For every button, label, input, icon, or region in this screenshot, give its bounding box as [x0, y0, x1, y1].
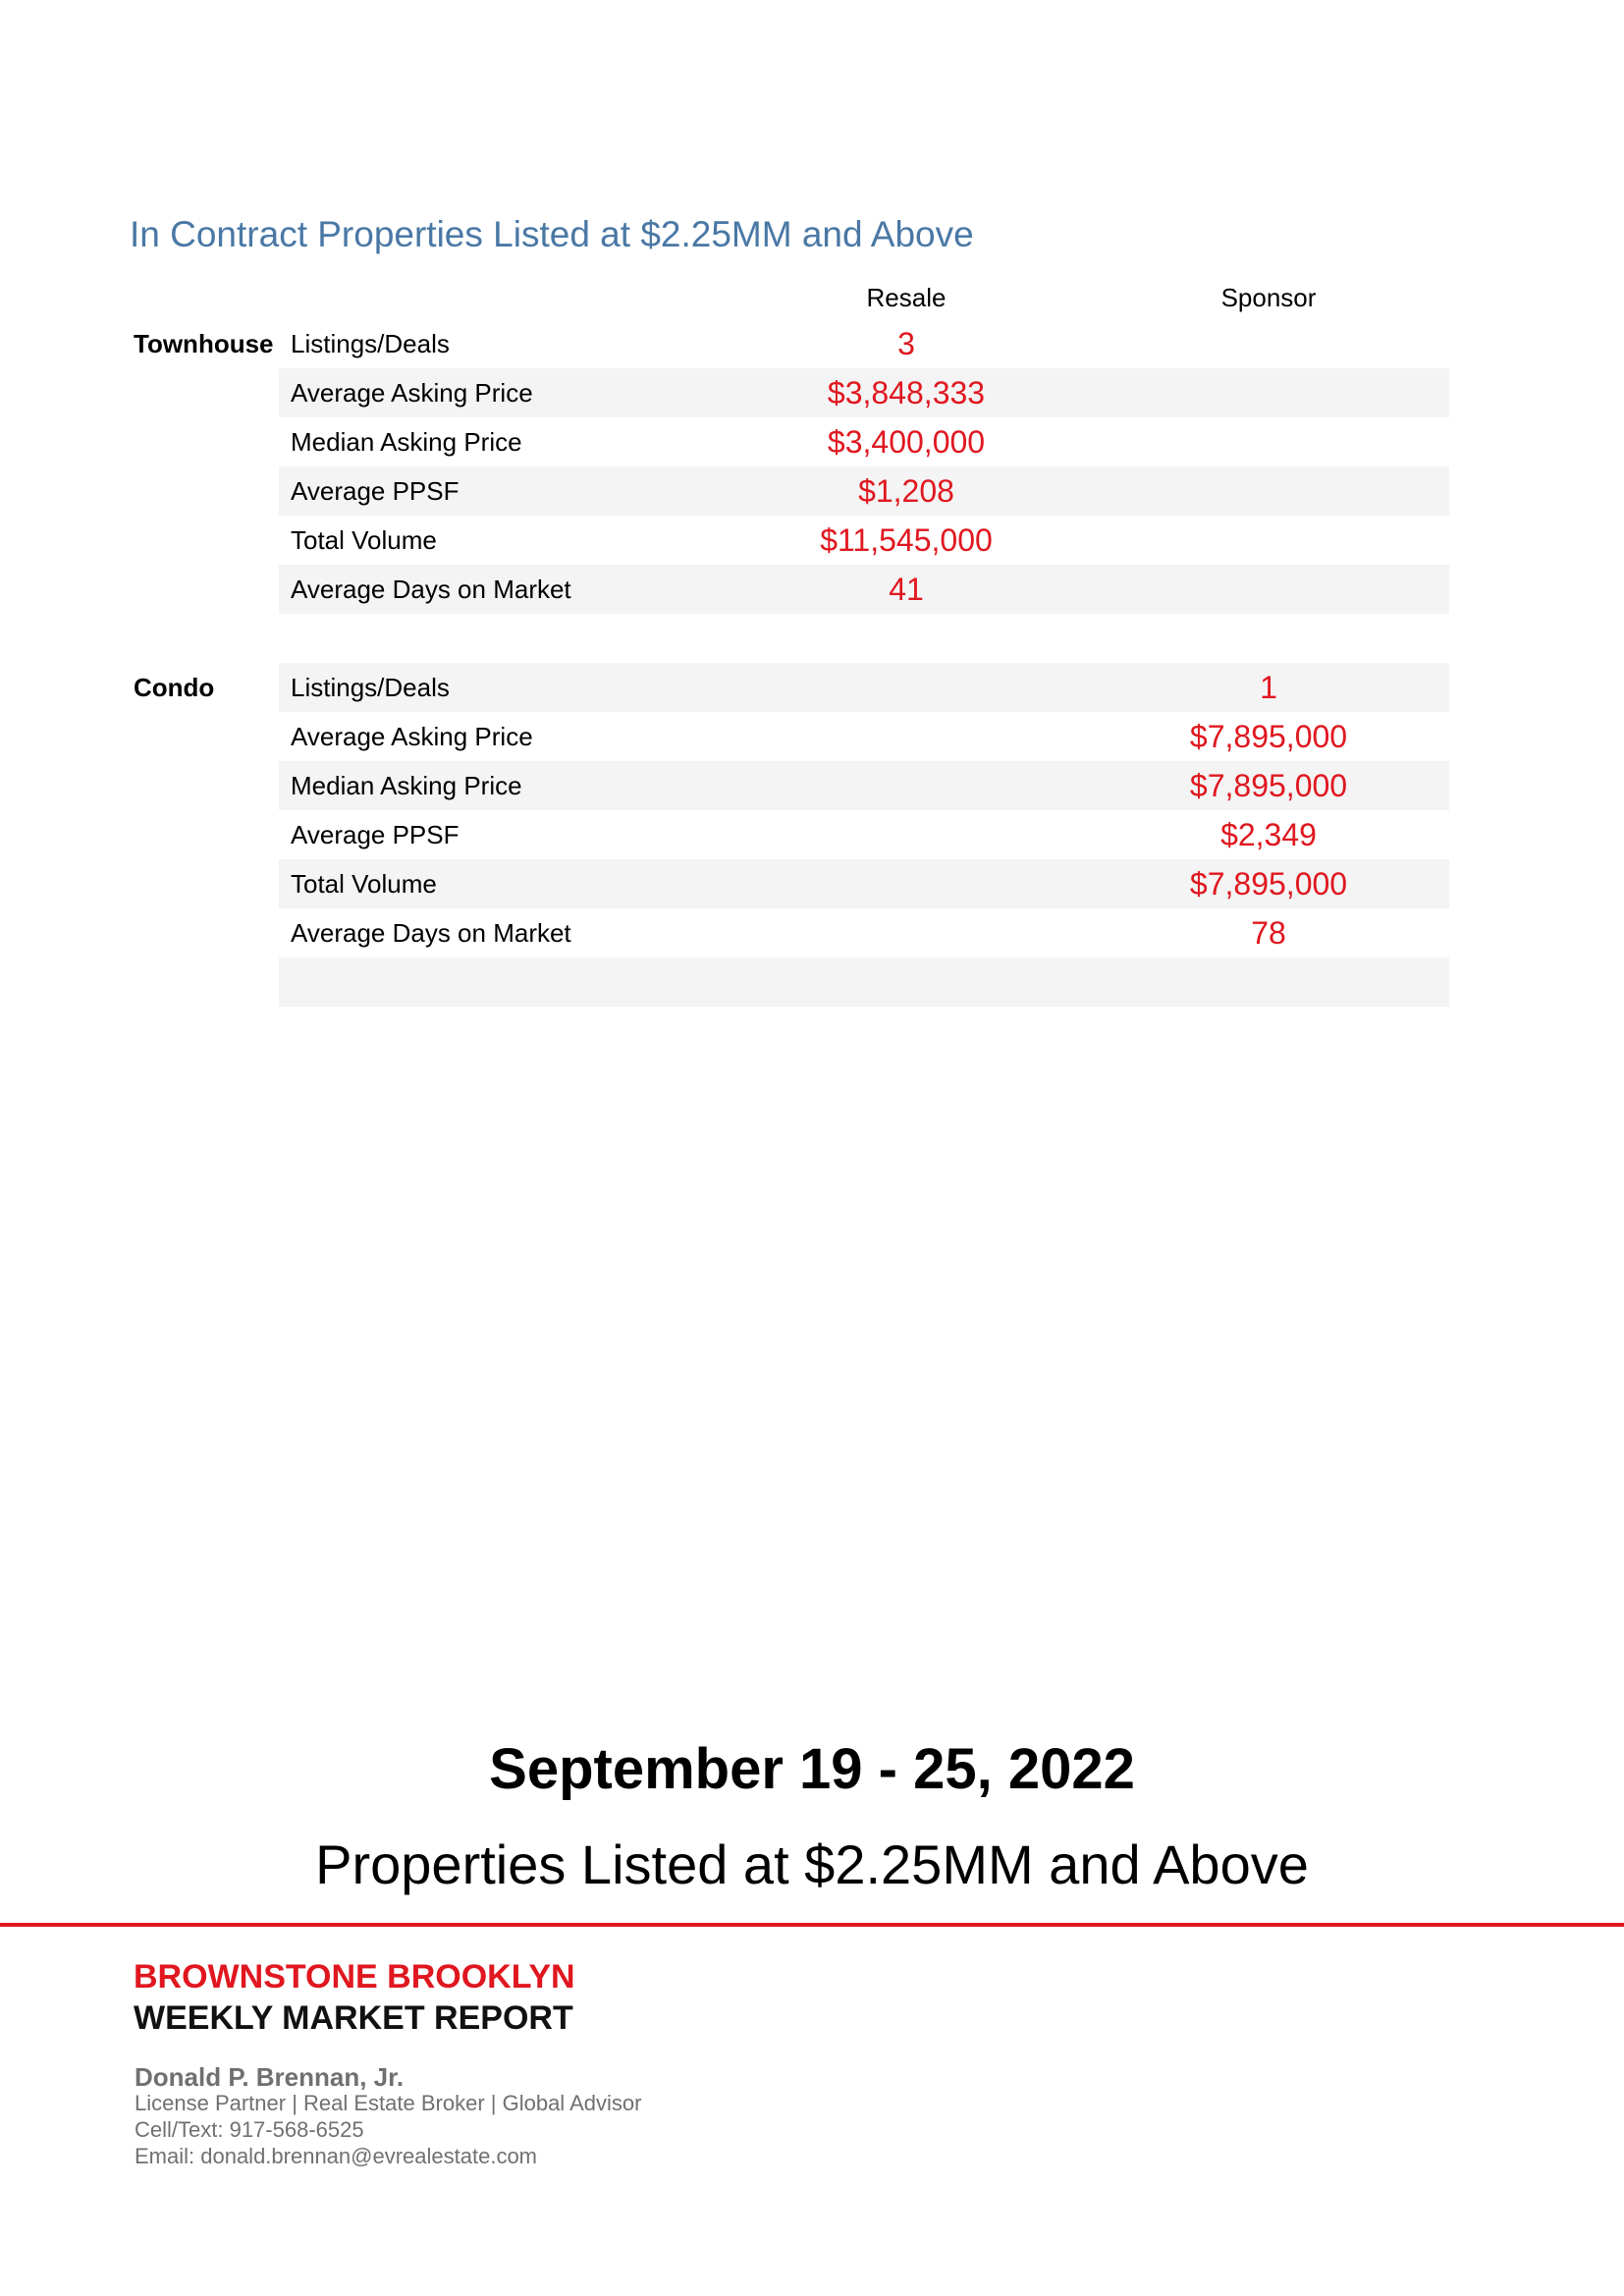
condo-rows	[279, 663, 1449, 1007]
agent-name: Donald P. Brennan, Jr.	[135, 2062, 405, 2092]
sponsor-value: $7,895,000	[1189, 768, 1348, 803]
report-subtitle: Properties Listed at $2.25MM and Above	[315, 1833, 1309, 1895]
agent-phone: Cell/Text: 917-568-6525	[135, 2117, 364, 2142]
table-row-empty	[279, 957, 1449, 1007]
row-label: Average Asking Price	[291, 378, 533, 408]
table-row	[279, 908, 1449, 957]
sponsor-value: $2,349	[1220, 817, 1317, 852]
column-header-resale: Resale	[866, 283, 947, 312]
table-row	[279, 810, 1449, 859]
table-row	[279, 417, 1449, 466]
brand-title: BROWNSTONE BROOKLYN	[134, 1958, 575, 1995]
resale-value: 41	[889, 572, 924, 607]
resale-value: $1,208	[858, 473, 954, 509]
table-row	[279, 368, 1449, 417]
row-label: Listings/Deals	[291, 329, 450, 358]
table-row	[279, 712, 1449, 761]
table-row	[279, 319, 1449, 368]
resale-value: 3	[897, 326, 915, 361]
sponsor-value: $7,895,000	[1189, 719, 1348, 754]
sponsor-value: 1	[1260, 670, 1277, 705]
row-label: Total Volume	[291, 869, 437, 899]
table-row	[279, 859, 1449, 908]
page-title: In Contract Properties Listed at $2.25MM and Above	[130, 214, 974, 254]
sponsor-value: 78	[1251, 915, 1286, 951]
resale-value: $3,848,333	[827, 375, 986, 410]
table-row	[279, 565, 1449, 614]
report-date-range: September 19 - 25, 2022	[489, 1737, 1135, 1801]
row-label: Median Asking Price	[291, 771, 522, 800]
agent-email: Email: donald.brennan@evrealestate.com	[135, 2144, 538, 2168]
table-row	[279, 761, 1449, 810]
brand-subtitle: WEEKLY MARKET REPORT	[134, 1999, 573, 2037]
section-label-townhouse: Townhouse	[134, 329, 274, 358]
row-label: Total Volume	[291, 525, 437, 555]
section-label-condo: Condo	[134, 673, 215, 702]
column-header-sponsor: Sponsor	[1220, 283, 1317, 312]
row-label: Average Days on Market	[291, 918, 571, 948]
row-label: Average Days on Market	[291, 574, 571, 604]
table-row	[279, 466, 1449, 516]
agent-titles: License Partner | Real Estate Broker | Global Advisor	[135, 2091, 642, 2115]
row-label: Average PPSF	[291, 820, 460, 849]
table-row	[279, 663, 1449, 712]
row-label: Average PPSF	[291, 476, 460, 506]
table-row	[279, 516, 1449, 565]
row-label: Median Asking Price	[291, 427, 522, 457]
sponsor-value: $7,895,000	[1189, 866, 1348, 902]
resale-value: $11,545,000	[820, 522, 993, 558]
townhouse-rows	[279, 319, 1449, 614]
footer-divider	[0, 1923, 1624, 1927]
row-label: Average Asking Price	[291, 722, 533, 751]
resale-value: $3,400,000	[827, 424, 986, 460]
row-label: Listings/Deals	[291, 673, 450, 702]
